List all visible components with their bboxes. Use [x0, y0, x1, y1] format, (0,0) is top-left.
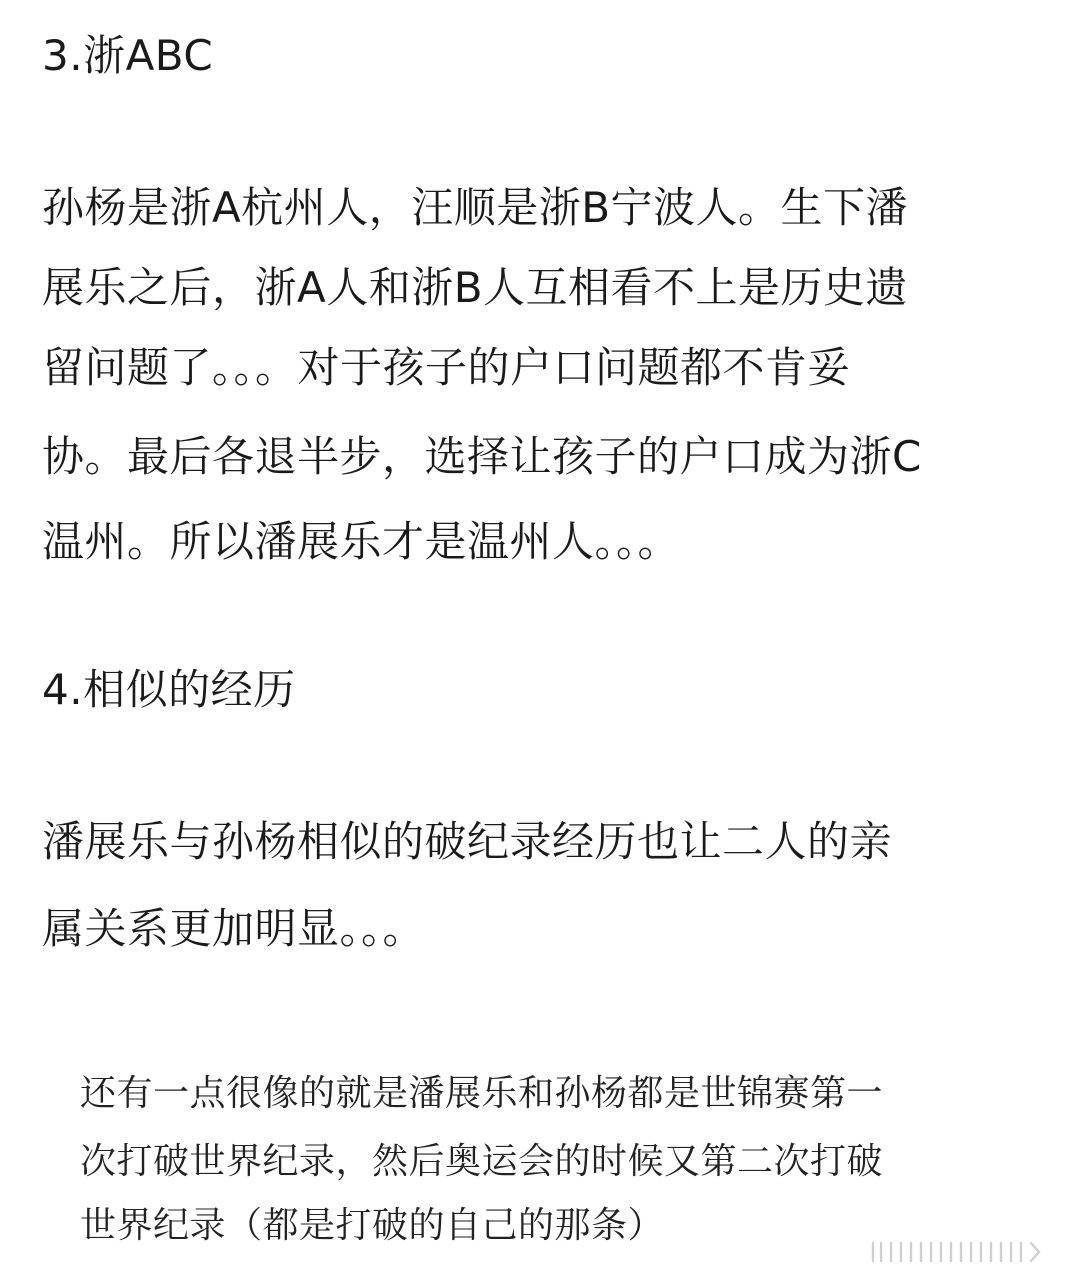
section-3-paragraph-line: 温州。所以潘展乐才是温州人。。。 [42, 517, 681, 566]
section-3-paragraph-line: 孙杨是浙A杭州人，汪顺是浙B宁波人。生下潘 [42, 183, 909, 232]
section-3-paragraph-line: 展乐之后，浙A人和浙B人互相看不上是历史遗 [42, 263, 909, 312]
section-3-paragraph-line: 留问题了。。。对于孩子的户口问题都不肯妥 [42, 343, 851, 392]
section-3-heading: 3.浙ABC [42, 31, 214, 80]
section-4-paragraph-line: 属关系更加明显。。。 [42, 904, 426, 953]
quote-line: 次打破世界纪录，然后奥运会的时候又第二次打破 [80, 1141, 884, 1182]
platform-watermark-icon [867, 1239, 1045, 1265]
quote-line: 世界纪录（都是打破的自己的那条） [80, 1205, 665, 1246]
section-4-paragraph-line: 潘展乐与孙杨相似的破纪录经历也让二人的亲 [42, 817, 893, 866]
section-4-heading: 4.相似的经历 [42, 665, 296, 714]
section-3-paragraph-line: 协。最后各退半步，选择让孩子的户口成为浙C [42, 432, 922, 481]
quote-line: 还有一点很像的就是潘展乐和孙杨都是世锦赛第一 [80, 1073, 884, 1114]
